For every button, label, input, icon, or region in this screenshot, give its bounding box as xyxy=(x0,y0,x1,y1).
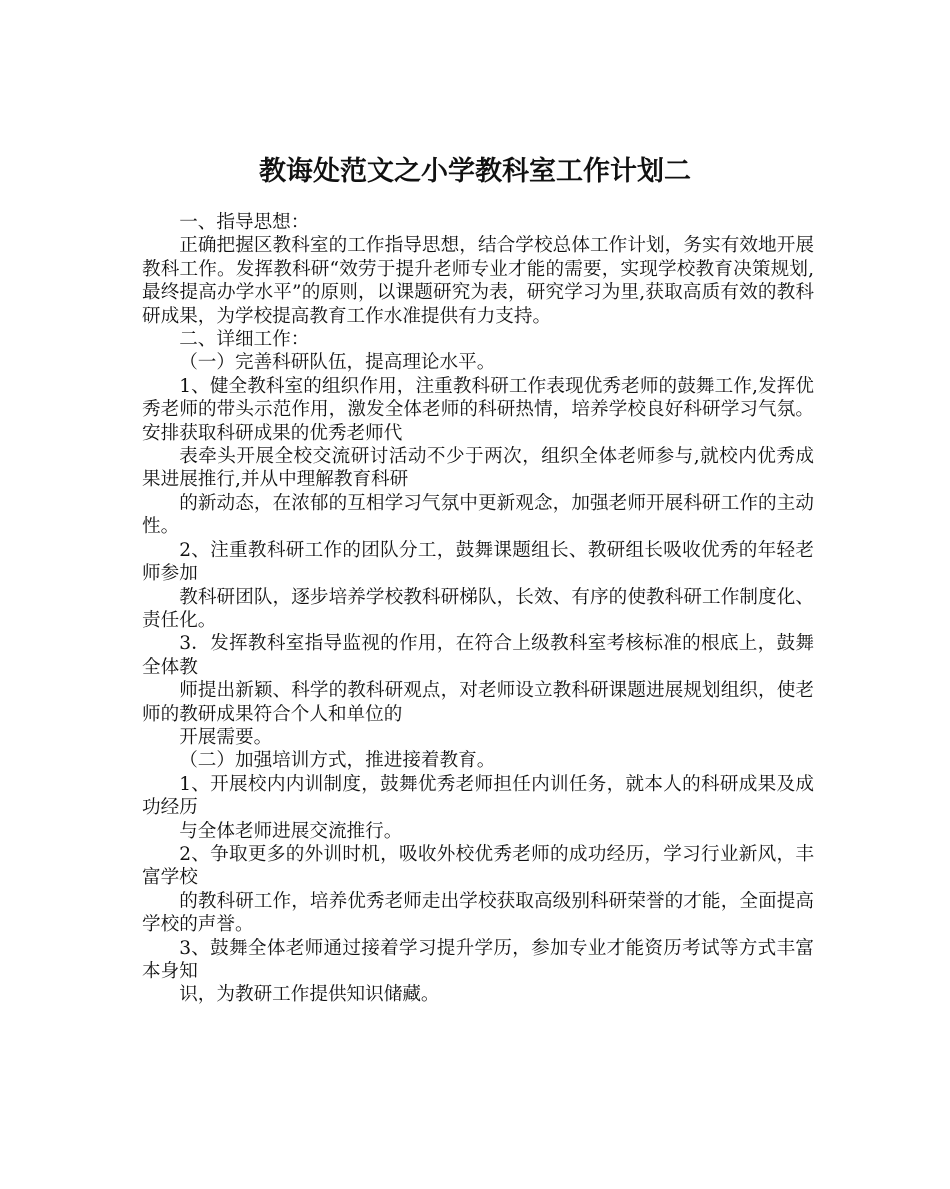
paragraph: 的教科研工作，培养优秀老师走出学校获取高级别科研荣誉的才能，全面提高学校的声誉。 xyxy=(142,890,814,936)
paragraph: 正确把握区教科室的工作指导思想，结合学校总体工作计划，务实有效地开展教科工作。发挥教科研“效劳于提升老师专业才能的需要，实现学校教育决策规划,最终提高办学水平”的原则，以课题研究为表，研究学习为里,获取高质有效的教科研成果，为学校提高教育工作水准提供有力支持。 xyxy=(142,235,814,327)
paragraph: 1、开展校内内训制度，鼓舞优秀老师担任内训任务，就本人的科研成果及成功经历 xyxy=(142,773,814,819)
paragraph: 一、指导思想： xyxy=(179,212,310,233)
document-body xyxy=(142,211,814,1007)
document-title: 教诲处范文之小学教科室工作计划二 xyxy=(259,156,691,188)
paragraph: 2、注重教科研工作的团队分工，鼓舞课题组长、教研组长吸收优秀的年轻老师参加 xyxy=(142,539,814,585)
paragraph: 教科研团队，逐步培养学校教科研梯队，长效、有序的使教科研工作制度化、责任化。 xyxy=(142,586,814,631)
paragraph: 2、争取更多的外训时机，吸收外校优秀老师的成功经历，学习行业新风，丰富学校 xyxy=(142,843,814,889)
paragraph: 表牵头开展全校交流研讨活动不少于两次，组织全体老师参与,就校内优秀成果进展推行,并从中理解教育科研 xyxy=(142,446,814,491)
paragraph: 识，为教研工作提供知识储藏。 xyxy=(179,984,440,1006)
paragraph: 的新动态，在浓郁的互相学习气氛中更新观念，加强老师开展科研工作的主动性。 xyxy=(142,492,814,538)
paragraph: 3、鼓舞全体老师通过接着学习提升学历，参加专业才能资历考试等方式丰富本身知 xyxy=(142,937,814,982)
paragraph: （二）加强培训方式，推进接着教育。 xyxy=(179,750,496,772)
paragraph: 二、详细工作： xyxy=(179,329,310,351)
paragraph: 3．发挥教科室指导监视的作用，在符合上级教科室考核标准的根底上，鼓舞全体教 xyxy=(142,633,814,678)
paragraph: 开展需要。 xyxy=(179,726,273,748)
paragraph: 与全体老师进展交流推行。 xyxy=(179,820,403,842)
paragraph: 师提出新颖、科学的教科研观点，对老师设立教科研课题进展规划组织，使老师的教研成果符合个人和单位的 xyxy=(142,680,814,725)
paragraph: （一）完善科研队伍，提高理论水平。 xyxy=(179,352,496,374)
paragraph: 1、健全教科室的组织作用，注重教科研工作表现优秀老师的鼓舞工作,发挥优秀老师的带头示范作用，激发全体老师的科研热情，培养学校良好科研学习气氛。安排获取科研成果的优秀老师代 xyxy=(142,375,814,444)
